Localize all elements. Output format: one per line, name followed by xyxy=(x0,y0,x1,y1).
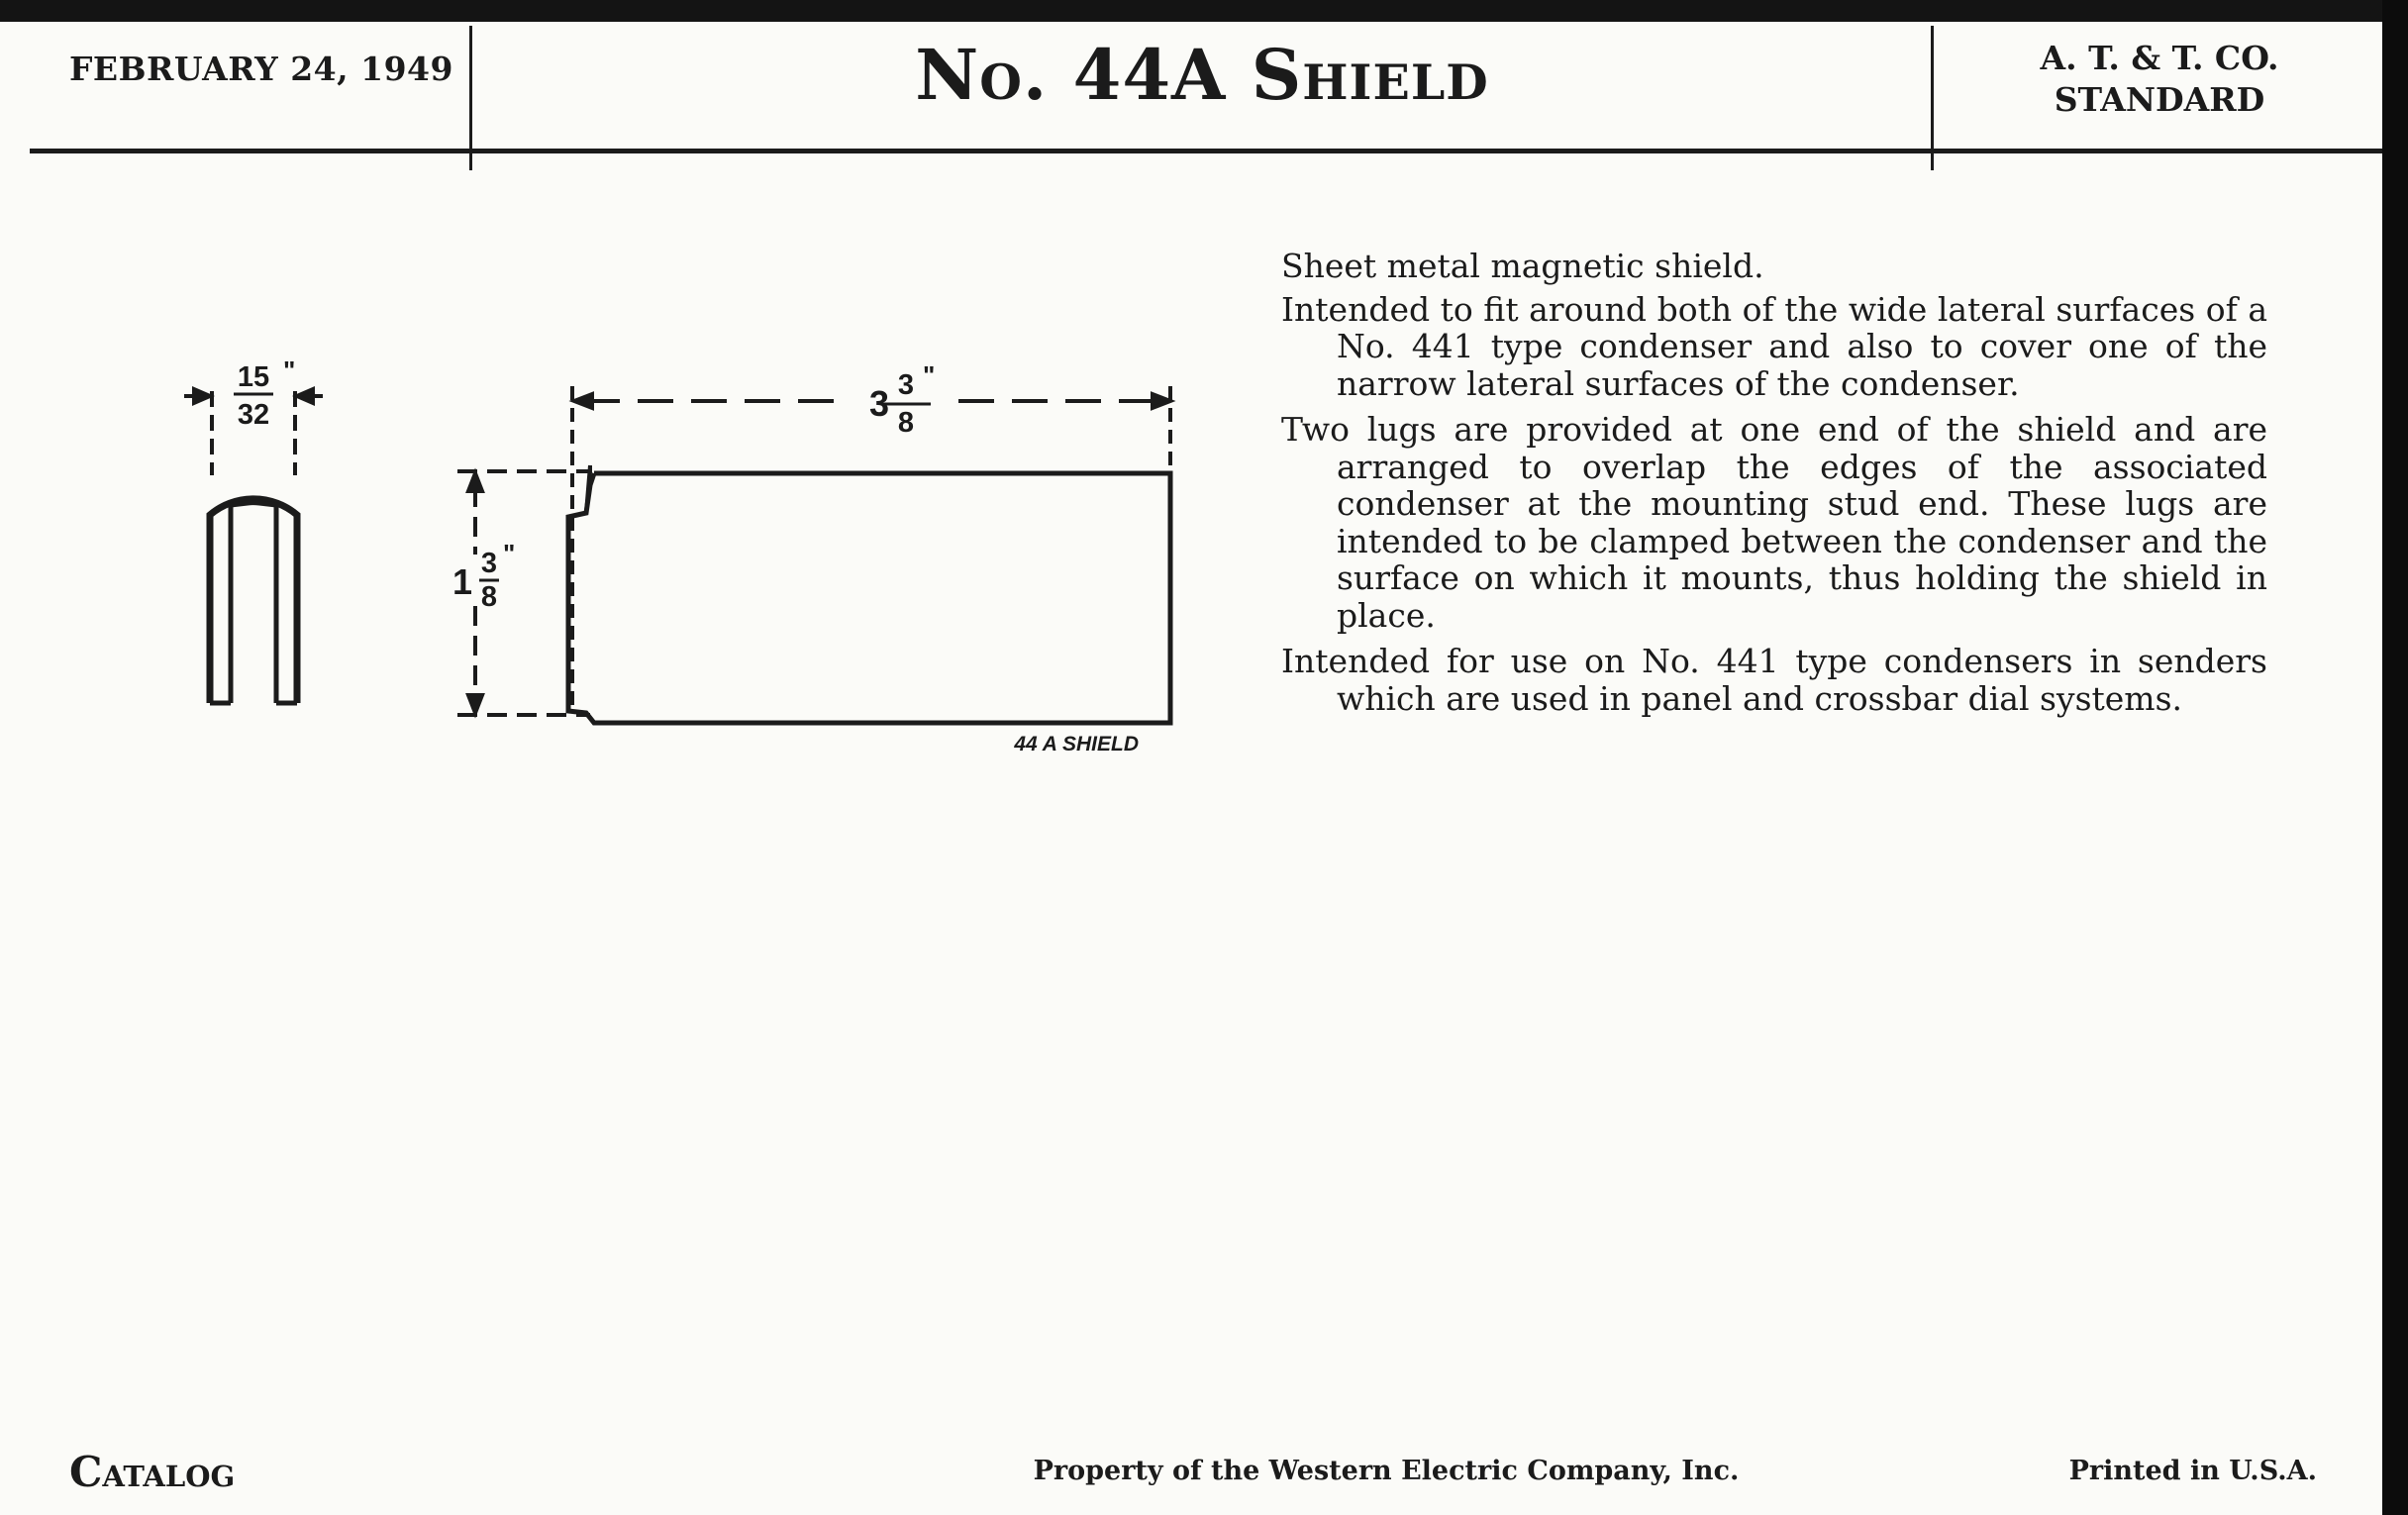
description-paragraph-4: Intended for use on No. 441 type condensers in senders which are used in panel and crossbar dial systems. xyxy=(1281,642,2267,718)
height-whole: 1 xyxy=(452,561,473,602)
height-numerator: 3 xyxy=(480,548,498,579)
front-view xyxy=(457,386,1170,723)
description xyxy=(1281,248,2267,726)
side-width-unit: " xyxy=(283,355,296,385)
length-denominator: 8 xyxy=(897,407,915,439)
issue-date: FEBRUARY 24, 1949 xyxy=(69,50,453,88)
length-numerator: 3 xyxy=(897,369,915,401)
description-paragraph-1: Sheet metal magnetic shield. xyxy=(1281,247,1764,285)
catalog-label: Catalog xyxy=(69,1448,236,1496)
length-unit: " xyxy=(923,360,936,390)
standard-line-1: A. T. & T. CO. xyxy=(2040,39,2279,77)
description-paragraph-3: Two lugs are provided at one end of the shield and are arranged to overlap the edges of the associated condenser at the mounting stud end. These lugs are intended to be clamped between the condenser and the surface on which it mounts, thus holding the shield in place. xyxy=(1281,410,2267,635)
property-notice: Property of the Western Electric Company, Inc. xyxy=(1033,1456,1740,1486)
printed-notice: Printed in U.S.A. xyxy=(2068,1456,2317,1486)
length-whole: 3 xyxy=(868,383,890,424)
height-unit: " xyxy=(503,539,516,568)
side-view xyxy=(184,389,323,703)
drawing-caption: 44 A SHIELD xyxy=(1014,733,1139,756)
page-title: No. 44A Shield xyxy=(915,34,1489,116)
description-paragraph-2: Intended to fit around both of the wide lateral surfaces of a No. 441 type condenser and also to cover one of the narrow lateral surfaces of the condenser. xyxy=(1281,289,2267,403)
side-width-numerator: 15 xyxy=(237,361,270,393)
standard-line-2: STANDARD xyxy=(2054,80,2265,119)
side-width-denominator: 32 xyxy=(237,399,270,431)
height-denominator: 8 xyxy=(480,581,498,613)
